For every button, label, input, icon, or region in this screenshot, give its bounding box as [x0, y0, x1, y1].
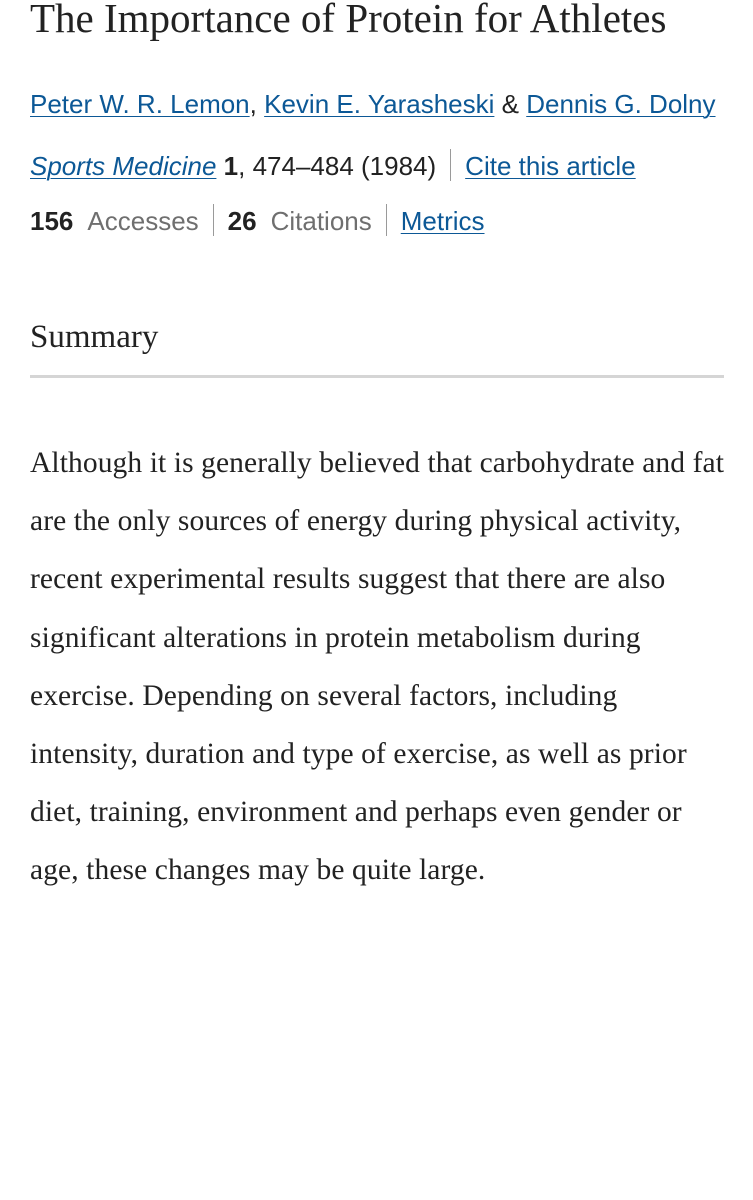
- journal-link[interactable]: Sports Medicine: [30, 151, 217, 181]
- section-divider: [30, 375, 724, 378]
- article-title: The Importance of Protein for Athletes: [30, 0, 667, 41]
- author-link-lemon[interactable]: Peter W. R. Lemon: [30, 89, 250, 119]
- metrics-link[interactable]: Metrics: [400, 206, 485, 236]
- pages-and-year: , 474–484 (1984): [238, 151, 437, 181]
- volume-number: 1: [223, 151, 239, 181]
- summary-text: Although it is generally believed that carbohydrate and fat are the only sources of energy during physical activity, recent experimental results suggest that there are also significant alterations in protein metabolism during exercise. Depending on several factors, including intensity, duration and type of exercise, as well as prior diet, training, environment and perhaps even gender or age, these changes may be quite large.: [30, 447, 724, 887]
- accesses-label: Accesses: [87, 206, 199, 236]
- citations-count: 26: [227, 206, 257, 236]
- citation-line: [30, 144, 724, 188]
- author-list: [30, 80, 724, 128]
- author-link-dolny[interactable]: Dennis G. Dolny: [526, 89, 716, 119]
- article-page: [30, 0, 724, 900]
- author-separator-ampersand: &: [501, 89, 519, 119]
- citations-label: Citations: [270, 206, 372, 236]
- author-separator-comma: ,: [249, 89, 257, 119]
- accesses-count: 156: [30, 206, 74, 236]
- separator: [386, 204, 387, 236]
- separator: [213, 204, 214, 236]
- article-metrics: [30, 199, 724, 243]
- cite-this-article-link[interactable]: Cite this article: [465, 151, 636, 181]
- author-link-yarasheski[interactable]: Kevin E. Yarasheski: [264, 89, 495, 119]
- summary-heading: Summary: [30, 319, 159, 355]
- separator: [450, 149, 451, 181]
